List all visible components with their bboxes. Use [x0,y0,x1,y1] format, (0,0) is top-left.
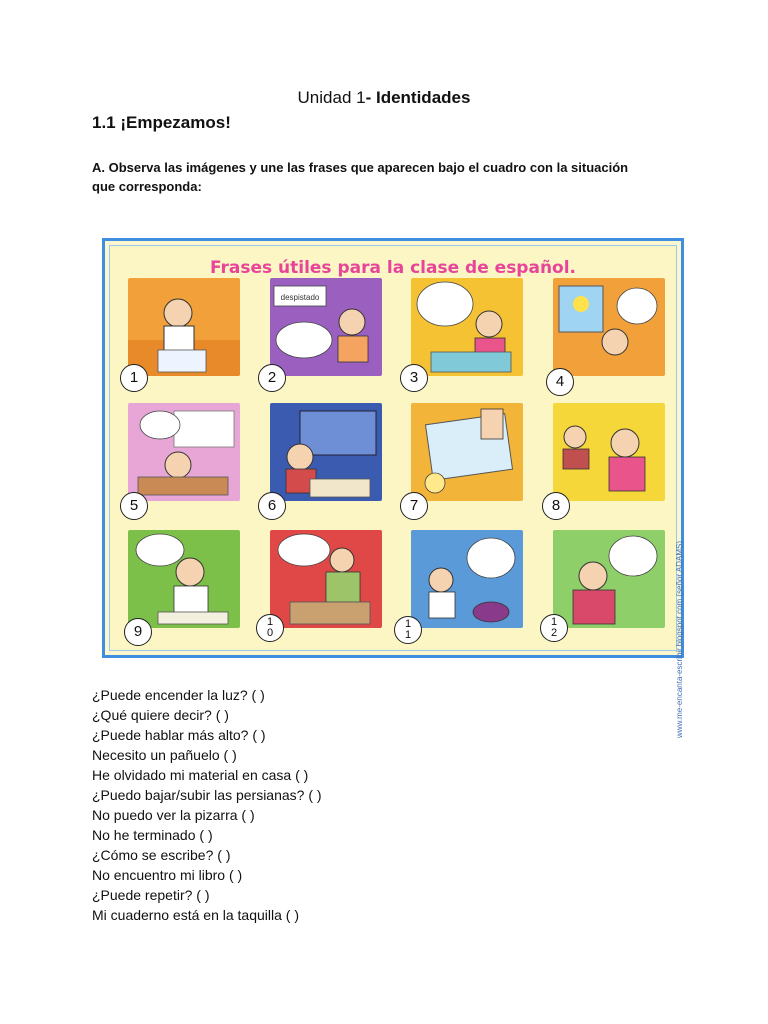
section-heading: 1.1 ¡Empezamos! [92,113,231,132]
phrase-item: ¿Puede encender la luz? ( ) [92,687,265,703]
panel-3 [411,278,523,376]
panel-number-11 [394,616,422,644]
phrase-list [92,685,322,925]
panel-number-4: 4 [546,368,574,396]
poster-side-text: www.me-encanta-escribir.blogspot.com (señor ADAMS) [675,541,684,738]
panel-6 [270,403,382,501]
panel-10-illustration [270,530,382,628]
panel-10 [270,530,382,628]
panel-7 [411,403,523,501]
panel-4 [553,278,665,376]
panel-7-illustration [411,403,523,501]
panel-11-illustration [411,530,523,628]
phrase-item: Mi cuaderno está en la taquilla ( ) [92,907,299,923]
panel-2-illustration [270,278,382,376]
phrase-item: ¿Cómo se escribe? ( ) [92,847,231,863]
panel-number-11-bottom: 1 [404,629,412,641]
unit-title [0,88,768,108]
panel-12-illustration [553,530,665,628]
panel-9-illustration [128,530,240,628]
panel-number-7: 7 [400,492,428,520]
unit-title-bold: - Identidades [365,88,471,107]
panel-number-1: 1 [120,364,148,392]
instruction-text: A. Observa las imágenes y une las frases que aparecen bajo el cuadro con la situación que corresponda: [92,160,629,194]
panel-number-10-bottom: 0 [266,627,274,639]
unit-title-plain: Unidad 1 [297,88,366,107]
panel-number-10 [256,614,284,642]
panel-1-illustration [128,278,240,376]
panel-number-5: 5 [120,492,148,520]
panel-2 [270,278,382,376]
poster-banner: Frases útiles para la clase de español. [209,258,577,278]
panel-5-illustration [128,403,240,501]
phrase-item: No encuentro mi libro ( ) [92,867,243,883]
phrase-item: ¿Qué quiere decir? ( ) [92,707,229,723]
panel-2-sign-text: despistado [280,293,320,302]
panel-8-illustration [553,403,665,501]
panel-4-illustration [553,278,665,376]
panel-number-9: 9 [124,618,152,646]
panel-11 [411,530,523,628]
panel-9 [128,530,240,628]
panel-number-6: 6 [258,492,286,520]
panel-number-8: 8 [542,492,570,520]
panel-5 [128,403,240,501]
phrase-item: ¿Puede hablar más alto? ( ) [92,727,266,743]
phrase-item: ¿Puedo bajar/subir las persianas? ( ) [92,787,322,803]
phrase-item: No he terminado ( ) [92,827,213,843]
phrase-item: He olvidado mi material en casa ( ) [92,767,309,783]
phrase-item: ¿Puede repetir? ( ) [92,887,210,903]
panel-number-11-top: 1 [404,618,412,630]
panel-8 [553,403,665,501]
panel-number-10-top: 1 [266,616,274,628]
phrase-item: No puedo ver la pizarra ( ) [92,807,255,823]
panel-12 [553,530,665,628]
panel-number-12-top: 1 [550,616,558,628]
panel-number-12 [540,614,568,642]
panel-number-2: 2 [258,364,286,392]
panel-1 [128,278,240,376]
panel-3-illustration [411,278,523,376]
panel-6-illustration [270,403,382,501]
panel-number-12-bottom: 2 [550,627,558,639]
panel-number-3: 3 [400,364,428,392]
phrase-item: Necesito un pañuelo ( ) [92,747,237,763]
